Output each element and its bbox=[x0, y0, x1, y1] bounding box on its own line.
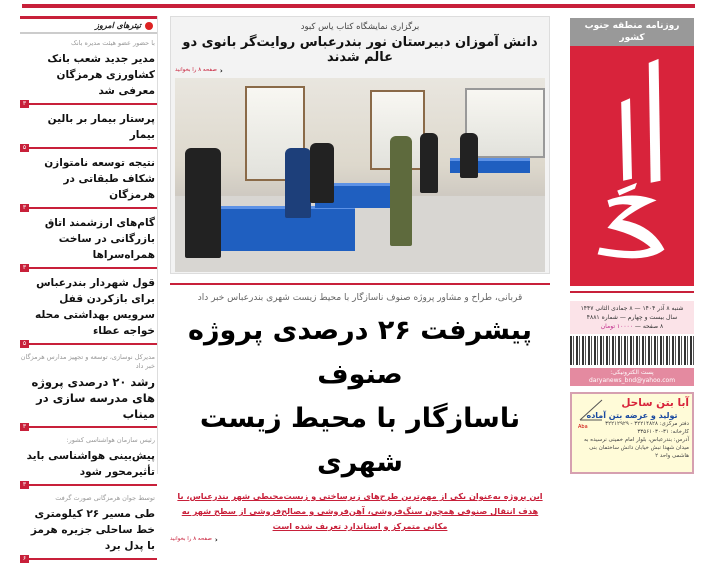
main-story-title[interactable] bbox=[170, 309, 550, 485]
headline-item[interactable] bbox=[20, 436, 157, 489]
issue-date: شنبه ۸ آذر ۱۴۰۴ — ۸ جمادی الثانی ۱۴۴۷ bbox=[580, 305, 684, 312]
ad-line: آدرس: بندرعباس، بلوار امام خمینی نرسیده به میدان شهدا نبش خیابان دانش ساختمان بنی هاشمی واحد ۲ bbox=[583, 437, 689, 459]
more-label: صفحه ۸ را بخوانید bbox=[175, 67, 217, 73]
headline-item[interactable] bbox=[20, 353, 157, 431]
headline-kicker: توسط جوان هرمزگانی صورت گرفت bbox=[55, 494, 155, 502]
ad-title: آبا بتن ساحل bbox=[621, 397, 689, 409]
page-count: ۸ صفحه bbox=[642, 323, 664, 330]
headline-item[interactable] bbox=[20, 111, 157, 152]
page-number: ۳ bbox=[20, 100, 29, 108]
main-story-lead[interactable]: این پروژه به‌عنوان یکی از مهم‌ترین طرح‌های زیرساختی و زیست‌محیطی شهر بندرعباس، با هدف انتقال صنوفی همچون سنگ‌فروشی، آهن‌فروشی و مصالح‌فروشی از سطح شهر به مکانی متمرکز و استاندارد تعریف شده است bbox=[177, 491, 543, 531]
headline-title[interactable]: گام‌های ارزشمند اتاق بازرگانی در ساخت همراه‌سراها bbox=[44, 217, 155, 261]
bullet-icon bbox=[145, 22, 153, 30]
triangle-logo-icon bbox=[578, 398, 604, 422]
page-number-badge bbox=[20, 144, 157, 152]
issue-number: سال بیست و چهارم — شماره ۴۸۸۱ bbox=[586, 314, 678, 321]
page-number-badge bbox=[20, 340, 157, 348]
main-title-line2: ناسازگار با محیط زیست شهری bbox=[199, 403, 521, 478]
top-story-photo bbox=[175, 78, 545, 272]
main-story-kicker: قربانی، طراح و مشاور پروژه صنوف ناسازگار با محیط زیست شهری بندرعباس خبر داد bbox=[197, 293, 523, 303]
headline-title[interactable]: مدیر جدید شعب بانک کشاورزی هرمزگان معرفی شد bbox=[47, 53, 155, 97]
headline-title[interactable]: رشد ۲۰ درصدی پروژه های مدرسه سازی در میناب bbox=[31, 375, 155, 421]
headline-item[interactable] bbox=[20, 215, 157, 272]
headline-item[interactable] bbox=[20, 39, 157, 108]
main-title-line1: پیشرفت ۲۶ درصدی پروژه صنوف bbox=[188, 315, 532, 390]
chevron-left-icon: ‹ bbox=[214, 536, 218, 544]
page-number: ۶ bbox=[20, 555, 29, 563]
headline-title[interactable]: نتیجه توسعه نامتوازن شکاف طبقاتی در هرمزگان bbox=[44, 157, 155, 201]
ad-subtitle: تولید و عرضه بتن آماده bbox=[586, 411, 678, 420]
email-bar[interactable]: پست الکترونیکی: daryanews_bnd@yahoo.com bbox=[570, 368, 694, 386]
masthead-divider bbox=[570, 291, 694, 293]
headlines-header bbox=[20, 16, 157, 34]
top-story-kicker: برگزاری نمایشگاه کتاب یاس کبود bbox=[300, 22, 420, 32]
more-label: صفحه ۸ را بخوانید bbox=[170, 536, 212, 542]
advertisement[interactable] bbox=[570, 392, 694, 474]
page-number: ۳ bbox=[20, 204, 29, 212]
page-number-badge bbox=[20, 481, 157, 489]
masthead-tagline: روزنامه منطقه جنوب کشور bbox=[570, 18, 694, 46]
newspaper-logo bbox=[570, 46, 694, 286]
page-number: ۵ bbox=[20, 144, 29, 152]
headline-item[interactable] bbox=[20, 155, 157, 212]
top-story-title[interactable]: دانش آموزان دبیرستان نور بندرعباس روایت‌گر بانوی دو عالم شدند bbox=[182, 35, 538, 65]
price: ۱۰۰۰۰ تومان bbox=[600, 323, 634, 330]
page-number: ۳ bbox=[20, 423, 29, 431]
masthead-column bbox=[570, 18, 694, 474]
page-number-badge bbox=[20, 100, 157, 108]
ad-logo-text: Aba bbox=[578, 424, 588, 430]
page-number-badge bbox=[20, 264, 157, 272]
headline-item[interactable] bbox=[20, 494, 157, 563]
center-column bbox=[170, 16, 550, 544]
headlines-title: تیترهای امروز bbox=[95, 21, 141, 30]
page-number: ۳ bbox=[20, 264, 29, 272]
headline-kicker: مدیرکل نوسازی، توسعه و تجهیز مدارس هرمزگان خبر داد bbox=[20, 353, 155, 370]
headline-title[interactable]: طی مسیر ۲۶ کیلومتری خط ساحلی جزیره هرمز با پدل برد bbox=[30, 508, 155, 552]
page-number-badge bbox=[20, 555, 157, 563]
headline-kicker: رئیس سازمان هواشناسی کشور: bbox=[66, 436, 155, 444]
headline-kicker: با حضور عضو هیئت مدیره بانک bbox=[71, 39, 155, 47]
page-number-badge bbox=[20, 423, 157, 431]
top-story-more-link[interactable] bbox=[175, 67, 545, 75]
ad-line: دفتر مرکزی: ۳۲۲۱۴۸۲۸ - ۳۲۲۱۲۹۲۹ bbox=[605, 421, 689, 427]
headlines-column bbox=[20, 16, 158, 562]
top-rule bbox=[22, 4, 695, 8]
issue-info: شنبه ۸ آذر ۱۴۰۴ — ۸ جمادی الثانی ۱۴۴۷ سال بیست و چهارم — شماره ۴۸۸۱ ۸ صفحه — ۱۰۰۰۰ تومان bbox=[570, 301, 694, 334]
ad-line: کارخانه: ۳۱-۳۳۵۶۱۰۳۰ bbox=[637, 429, 689, 435]
headline-title[interactable]: قول شهردار بندرعباس برای بازکردن قفل سرویس بهداشتی محله خواجه عطاء bbox=[35, 277, 155, 337]
chevron-left-icon: ‹ bbox=[219, 67, 223, 75]
page-number-badge bbox=[20, 204, 157, 212]
headline-title[interactable]: پیش‌بینی هواشناسی باید تأثیرمحور شود bbox=[26, 450, 155, 478]
top-story[interactable] bbox=[170, 16, 550, 274]
darya-logo-icon bbox=[577, 53, 687, 279]
page-number: ۵ bbox=[20, 340, 29, 348]
ad-logo bbox=[578, 398, 604, 430]
headline-title[interactable]: پرستار بیمار بر بالین بیمار bbox=[47, 113, 155, 141]
main-story-more-link[interactable] bbox=[170, 536, 550, 544]
headline-item[interactable] bbox=[20, 275, 157, 348]
section-divider bbox=[170, 283, 550, 285]
page-number: ۳ bbox=[20, 481, 29, 489]
barcode bbox=[570, 336, 694, 365]
